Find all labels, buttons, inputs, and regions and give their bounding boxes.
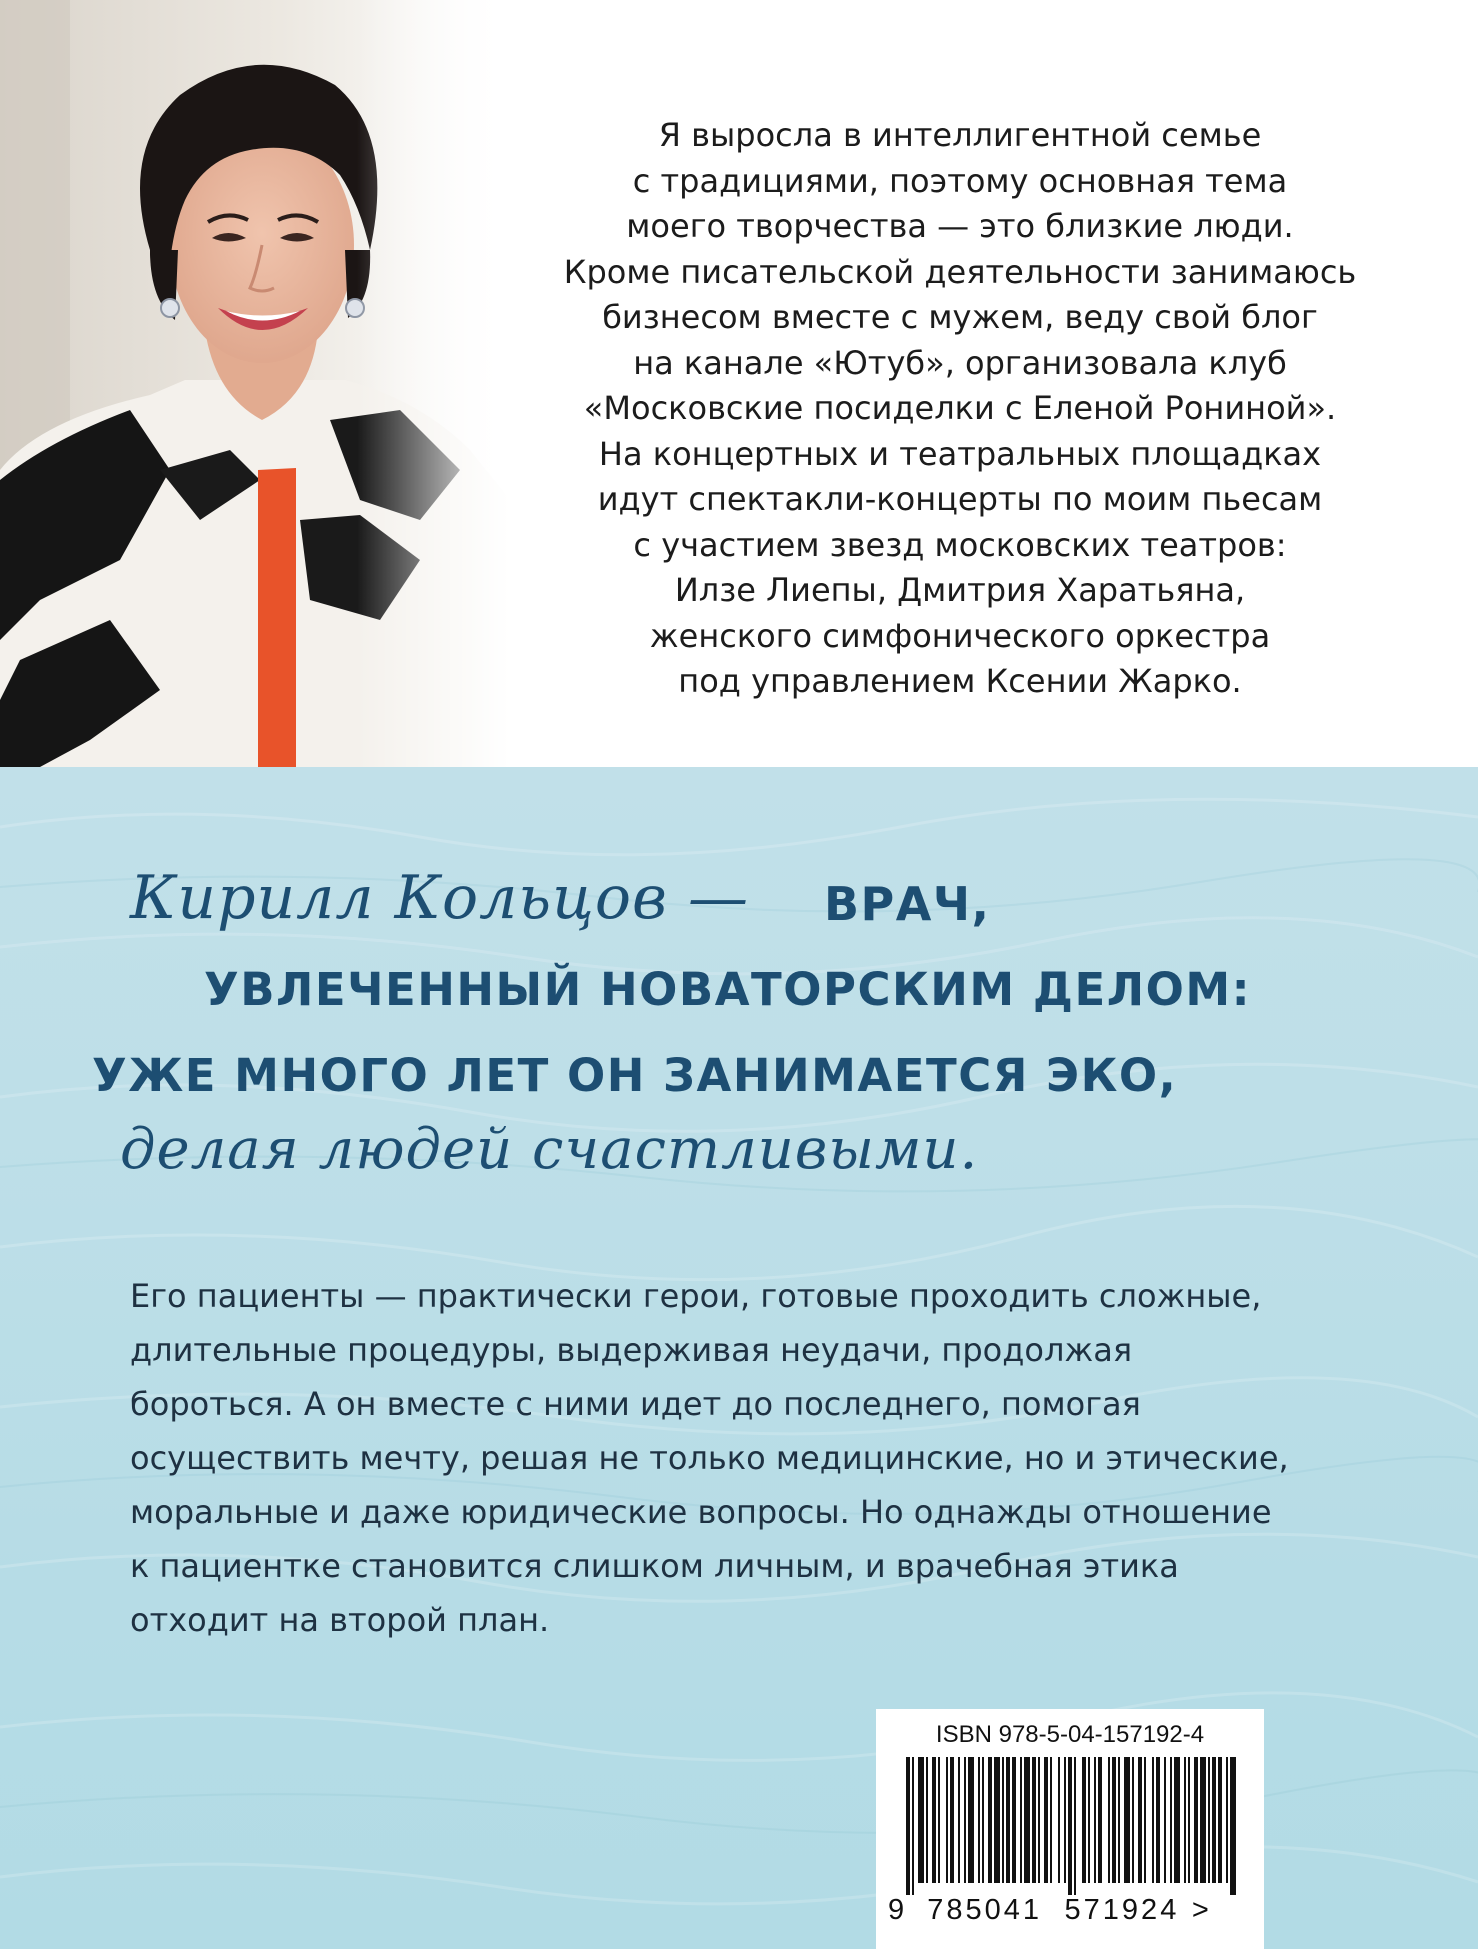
blurb-line: бороться. А он вместе с ними идет до последнего, помогая [130, 1385, 1141, 1423]
barcode-bar [1124, 1757, 1130, 1883]
tagline [0, 767, 1478, 1187]
barcode-group-1: 785041 [927, 1894, 1042, 1926]
barcode-bar [926, 1757, 928, 1883]
barcode-bar [982, 1757, 984, 1883]
barcode-bar [938, 1757, 940, 1883]
blurb-line: к пациентке становится слишком личным, и врачебная этика [130, 1547, 1179, 1585]
barcode-bar [1184, 1757, 1186, 1883]
barcode-bar [1174, 1757, 1180, 1883]
barcode-bar [1152, 1757, 1154, 1883]
barcode-bar [1194, 1757, 1198, 1883]
author-portrait [0, 0, 510, 767]
barcode-group-2: 571924 [1064, 1894, 1180, 1926]
barcode-bar [1118, 1757, 1120, 1883]
barcode-bar [964, 1757, 966, 1883]
barcode-bar [968, 1757, 974, 1883]
barcode-bars [906, 1757, 1236, 1895]
barcode-bar [1156, 1757, 1160, 1883]
bio-line: «Московские посиделки с Еленой Рониной». [583, 389, 1337, 427]
blurb-line: моральные и даже юридические вопросы. Но однажды отношение [130, 1493, 1272, 1531]
barcode-bar [1208, 1757, 1210, 1883]
blurb-line: Его пациенты — практически герои, готовые проходить сложные, [130, 1277, 1262, 1315]
barcode-bar [1188, 1757, 1190, 1883]
barcode-bar [1200, 1757, 1206, 1883]
barcode-bar [1044, 1757, 1048, 1883]
blurb-line: отходит на второй план. [130, 1601, 550, 1639]
isbn-label: ISBN 978-5-04-157192-4 [935, 1721, 1205, 1748]
bio-line: с традициями, поэтому основная тема [632, 161, 1288, 200]
barcode-bar [1002, 1757, 1004, 1883]
barcode-bar [1082, 1757, 1086, 1883]
barcode-bar [1074, 1757, 1076, 1895]
bio-line: моего творчества — это близкие люди. [626, 207, 1294, 245]
tagline-doctor-word: ВРАЧ, [824, 877, 991, 931]
bio-line: На концертных и театральных площадках [598, 434, 1322, 473]
barcode-bar [1132, 1757, 1134, 1883]
tagline-line-2: УВЛЕЧЕННЫЙ НОВАТОРСКИМ ДЕЛОМ: [204, 963, 1252, 1016]
barcode-bar [1138, 1757, 1142, 1883]
barcode-bar [1212, 1757, 1216, 1883]
barcode-bar [1170, 1757, 1172, 1883]
tagline-name-script: Кирилл Кольцов — [130, 863, 750, 933]
barcode-bar [1218, 1757, 1222, 1883]
blurb-line: длительные процедуры, выдерживая неудачи, продолжая [130, 1331, 1133, 1369]
bio-line: бизнесом вместе с мужем, веду свой блог [602, 298, 1318, 336]
isbn-barcode [876, 1709, 1264, 1949]
barcode-bar [1068, 1757, 1072, 1895]
author-bio [470, 113, 1450, 705]
barcode-bar [906, 1757, 910, 1895]
barcode-bar [1050, 1757, 1052, 1883]
bio-line: идут спектакли-концерты по моим пьесам [597, 480, 1323, 518]
barcode-bar [1144, 1757, 1146, 1883]
bio-line: под управлением Ксении Жарко. [678, 662, 1242, 700]
barcode-bar [978, 1757, 980, 1883]
barcode-bar [1024, 1757, 1030, 1883]
barcode-bar [946, 1757, 948, 1883]
barcode-bar [918, 1757, 924, 1883]
bio-line: Я выросла в интеллигентной семье [658, 116, 1262, 154]
barcode-bar [1020, 1757, 1022, 1883]
barcode-lead-digit: 9 [888, 1894, 905, 1926]
barcode-bar [932, 1757, 936, 1883]
author-section [0, 0, 1478, 767]
barcode-end-mark: > [1191, 1894, 1210, 1926]
barcode-bar [1098, 1757, 1102, 1883]
barcode-bar [1058, 1757, 1060, 1883]
bio-line: на канале «Ютуб», организовала клуб [633, 343, 1287, 382]
barcode-bar [1038, 1757, 1040, 1883]
barcode-bar [988, 1757, 992, 1883]
blurb-line: осуществить мечту, решая не только медицинские, но и этические, [130, 1439, 1289, 1477]
barcode-bar [1006, 1757, 1010, 1883]
barcode-bar [1094, 1757, 1096, 1883]
bio-line: женского симфонического оркестра [649, 616, 1271, 655]
barcode-bar [1230, 1757, 1236, 1895]
bio-line: Кроме писательской деятельности занимаюсь [563, 252, 1357, 291]
barcode-bar [1088, 1757, 1090, 1883]
bio-line: с участием звезд московских театров: [633, 525, 1287, 564]
barcode-bar [1164, 1757, 1166, 1883]
barcode-bar [1226, 1757, 1228, 1883]
annotation-section [0, 767, 1478, 1949]
barcode-bar [1064, 1757, 1066, 1883]
bio-line: Илзе Лиепы, Дмитрия Харатьяна, [674, 571, 1246, 609]
barcode-bar [994, 1757, 1000, 1883]
barcode-bar [1108, 1757, 1110, 1883]
book-blurb [130, 1269, 1380, 1647]
barcode-digits [888, 1894, 1264, 1927]
tagline-ending-script: делая людей счастливыми. [120, 1117, 979, 1182]
barcode-bar [1012, 1757, 1016, 1883]
barcode-bar [1112, 1757, 1116, 1883]
barcode-bar [950, 1757, 954, 1883]
barcode-bar [958, 1757, 960, 1883]
barcode-bar [1032, 1757, 1036, 1883]
tagline-line-3: УЖЕ МНОГО ЛЕТ ОН ЗАНИМАЕТСЯ ЭКО, [92, 1049, 1178, 1102]
barcode-bar [912, 1757, 914, 1895]
